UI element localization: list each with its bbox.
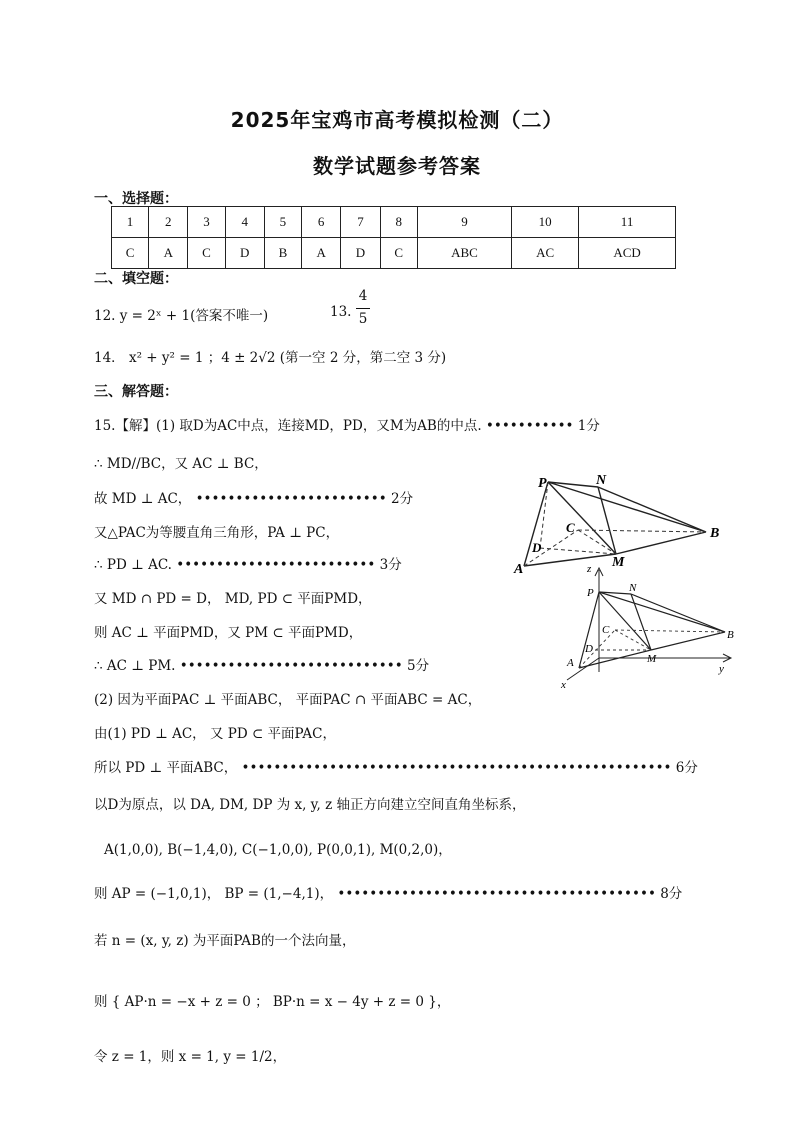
label-B: B (710, 526, 720, 541)
solution-line: ∴ AC ⊥ PM. •••••••••••••••••••••••••••• 5分 (94, 658, 430, 674)
solution-line: 则 AC ⊥ 平面PMD，又 PM ⊂ 平面PMD， (94, 625, 363, 641)
label-A: A (567, 657, 574, 669)
solution-line: ∴ PD ⊥ AC. ••••••••••••••••••••••••• 3分 (94, 557, 402, 573)
table-cell: 9 (417, 207, 511, 238)
axis-label-x: x (561, 679, 566, 691)
solution-line: 故 MD ⊥ AC， •••••••••••••••••••••••• 2分 (94, 491, 414, 507)
table-cell: 5 (264, 207, 301, 238)
section-heading-solve: 三、解答题： (94, 384, 178, 400)
table-cell: 7 (341, 207, 380, 238)
table-cell: D (341, 238, 380, 269)
section-heading-fill: 二、填空题： (94, 271, 178, 287)
label-C: C (602, 624, 610, 636)
solution-line: A(1,0,0), B(−1,4,0), C(−1,0,0), P(0,0,1), M(0,2,0)， (104, 842, 452, 858)
table-cell: AC (512, 238, 579, 269)
solution-line: (2) 因为平面PAC ⊥ 平面ABC， 平面PAC ∩ 平面ABC = AC， (94, 692, 482, 708)
label-N: N (629, 582, 637, 594)
solution-line: 若 n = (x, y, z) 为平面PAB的一个法向量， (94, 933, 356, 949)
answer-q13-numerator: 4 (358, 288, 368, 304)
label-A: A (514, 562, 524, 577)
solution-line: 则 AP = (−1,0,1)， BP = (1,−4,1)， •••••••••••••••••••••••••••••••••••••••• 8分 (94, 886, 683, 902)
table-cell: ACD (579, 238, 676, 269)
table-cell: ABC (417, 238, 511, 269)
table-cell: 4 (225, 207, 264, 238)
solution-line: 由(1) PD ⊥ AC， 又 PD ⊂ 平面PAC， (94, 726, 336, 742)
label-N: N (596, 473, 607, 488)
table-cell: 8 (380, 207, 417, 238)
table-cell: 11 (579, 207, 676, 238)
table-cell: B (264, 238, 301, 269)
answer-q13-denominator: 5 (358, 311, 368, 327)
page-title: 2025年宝鸡市高考模拟检测（二） (230, 108, 564, 132)
table-cell: A (301, 238, 340, 269)
label-M: M (647, 653, 657, 665)
label-D: D (532, 540, 542, 555)
solution-line: 15.【解】(1) 取D为AC中点，连接MD，PD，又M为AB的中点. ••••••••••• 1分 (94, 418, 600, 434)
table-row-numbers (112, 207, 676, 238)
answer-q14: 14． x² + y² = 1 ；4 ± 2√2 (第一空 2 分，第二空 3 分) (94, 350, 447, 366)
label-P: P (538, 476, 547, 491)
fraction-bar (356, 308, 370, 309)
label-P: P (587, 587, 594, 599)
table-cell: A (149, 238, 188, 269)
answer-q12: 12. y = 2ˣ + 1(答案不唯一) (94, 308, 269, 324)
axis-label-y: y (719, 663, 724, 675)
answer-q13-label: 13. (330, 304, 352, 320)
table-cell: C (188, 238, 225, 269)
table-cell: C (380, 238, 417, 269)
table-cell: D (225, 238, 264, 269)
table-cell: 3 (188, 207, 225, 238)
label-B: B (727, 629, 734, 641)
solution-line: 令 z = 1，则 x = 1, y = 1/2， (94, 1049, 287, 1065)
solution-line: ∴ MD//BC，又 AC ⊥ BC， (94, 456, 268, 472)
label-D: D (585, 643, 593, 655)
table-cell: 6 (301, 207, 340, 238)
solution-line: 以D为原点，以 DA, DM, DP 为 x, y, z 轴正方向建立空间直角坐标系， (94, 797, 526, 813)
page-subtitle: 数学试题参考答案 (313, 154, 481, 178)
answer-table (111, 206, 676, 269)
solution-line: 则 { AP·n = −x + z = 0 ； BP·n = x − 4y + z = 0 }， (94, 994, 451, 1010)
table-row-answers (112, 238, 676, 269)
solution-line: 所以 PD ⊥ 平面ABC， •••••••••••••••••••••••••••••••••••••••••••••••••••••• 6分 (94, 760, 698, 776)
label-C: C (566, 520, 575, 535)
table-cell: C (112, 238, 149, 269)
table-cell: 1 (112, 207, 149, 238)
table-cell: 2 (149, 207, 188, 238)
solution-line: 又 MD ∩ PD = D， MD, PD ⊂ 平面PMD， (94, 591, 372, 607)
figure-coordinate-system (555, 562, 745, 692)
solution-line: 又△PAC为等腰直角三角形，PA ⊥ PC， (94, 525, 340, 541)
section-heading-choice: 一、选择题： (94, 191, 178, 207)
label-M: M (612, 555, 625, 570)
axis-label-z: z (587, 563, 592, 575)
table-cell: 10 (512, 207, 579, 238)
